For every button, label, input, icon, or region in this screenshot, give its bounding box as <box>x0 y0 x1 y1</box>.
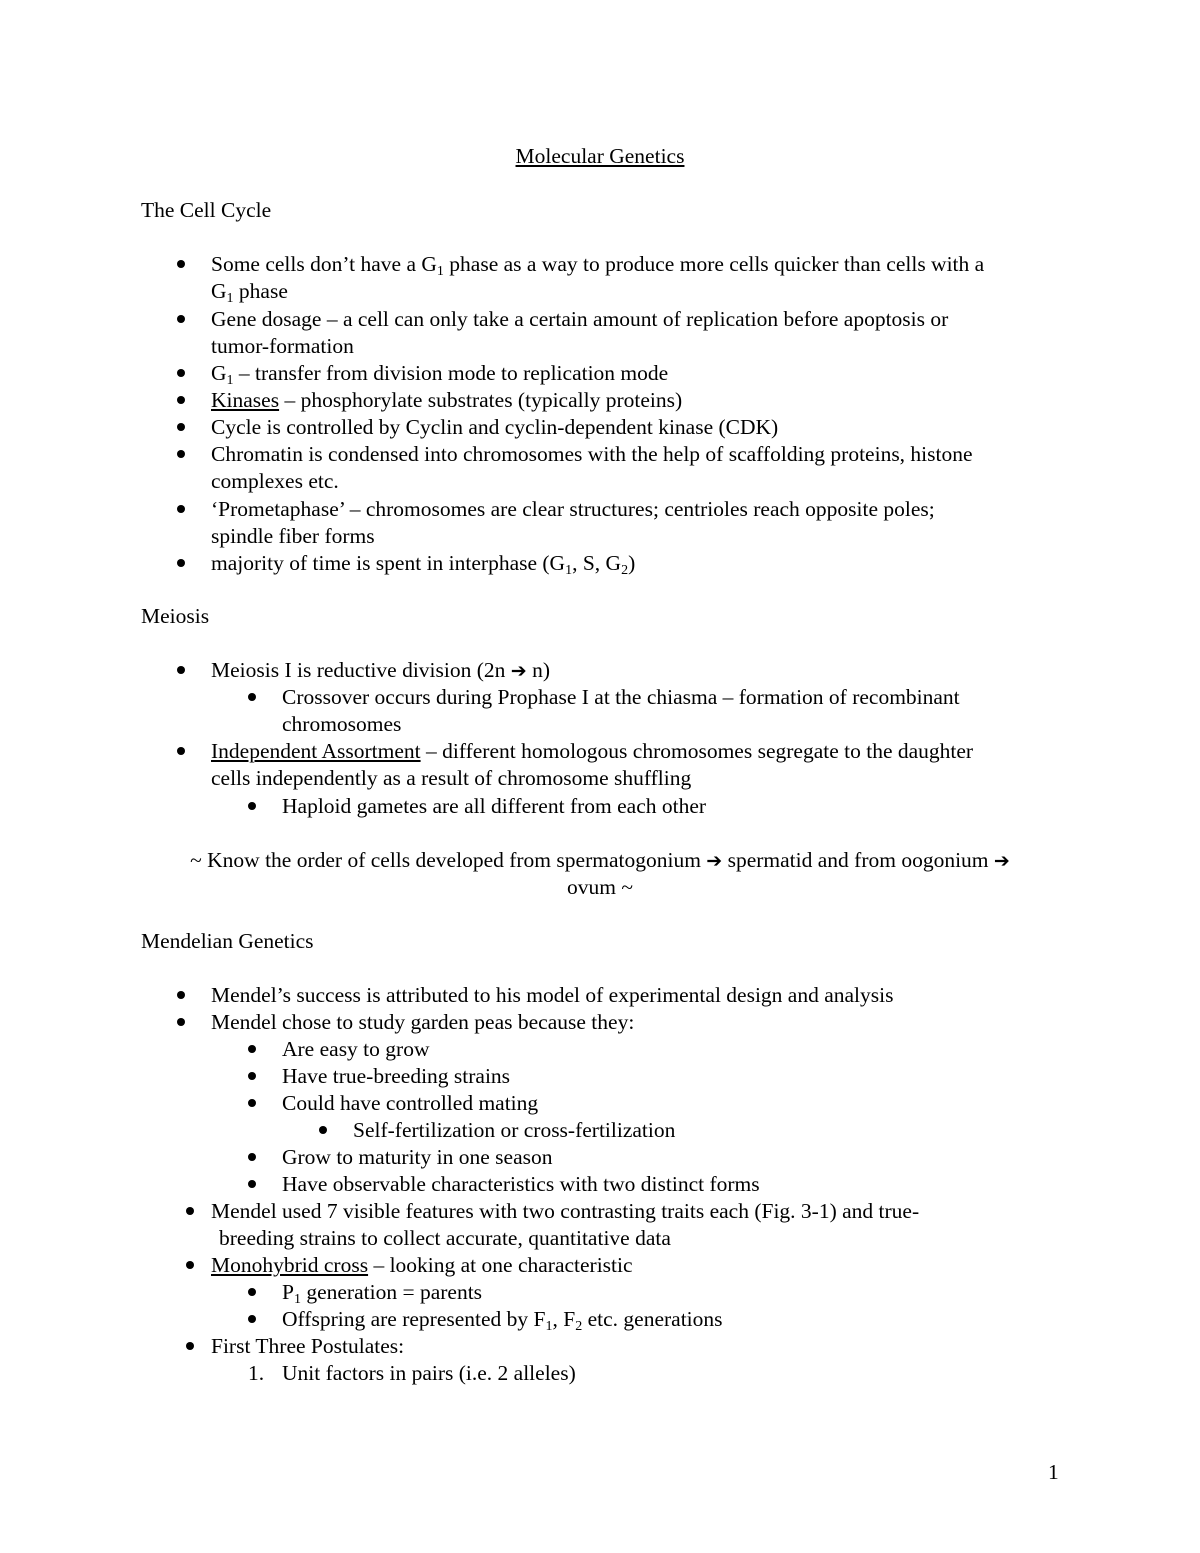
bullet-icon <box>186 1261 194 1269</box>
bullet-icon <box>186 1207 194 1215</box>
sub-list-item: Crossover occurs during Prophase I at the chiasma – formation of recombinant <box>282 685 960 709</box>
bullet-icon <box>248 1315 256 1323</box>
term-monohybrid-cross: Monohybrid cross <box>211 1253 369 1277</box>
bullet-icon <box>177 991 185 999</box>
bullet-icon <box>177 369 185 377</box>
list-item: majority of time is spent in interphase ($G_1$, S, $G_2$) <box>211 551 636 578</box>
bullet-icon <box>177 666 185 674</box>
list-item: Cycle is controlled by Cyclin and cyclin-dependent kinase (CDK) <box>211 415 779 439</box>
list-item: Mendel’s success is attributed to his model of experimental design and analysis <box>211 983 894 1007</box>
list-item-continuation: $G_1$ phase <box>211 279 288 306</box>
sub-list-item: Have true-breeding strains <box>282 1064 511 1088</box>
sub-list-item: Are easy to grow <box>282 1037 430 1061</box>
list-item-continuation: complexes etc. <box>211 469 339 493</box>
list-item: Monohybrid cross – looking at one characteristic <box>211 1253 633 1277</box>
bullet-icon <box>248 1288 256 1296</box>
bullet-icon <box>248 1153 256 1161</box>
list-item-continuation: tumor-formation <box>211 334 354 358</box>
bullet-icon <box>177 260 185 268</box>
bullet-icon <box>177 450 185 458</box>
section-heading-cell-cycle: The Cell Cycle <box>141 198 272 222</box>
bullet-icon <box>177 315 185 323</box>
list-item: First Three Postulates: <box>211 1334 405 1358</box>
bullet-icon <box>248 1180 256 1188</box>
bullet-icon <box>177 559 185 567</box>
term-independent-assortment: Independent Assortment <box>211 739 421 763</box>
bullet-icon <box>186 1342 194 1350</box>
bullet-icon <box>248 693 256 701</box>
page-number: 1 <box>1048 1460 1059 1484</box>
list-item: Gene dosage – a cell can only take a certain amount of replication before apoptosis or <box>211 307 949 331</box>
list-item: Some cells don’t have a $G_1$ phase as a way to produce more cells quicker than cells with a <box>211 252 985 279</box>
centered-note: ~ Know the order of cells developed from spermatogonium ➔ spermatid and from oogonium ➔ <box>190 848 1010 872</box>
sub-sub-list-item: Self-fertilization or cross-fertilization <box>353 1118 676 1142</box>
sub-list-item: Could have controlled mating <box>282 1091 539 1115</box>
bullet-icon <box>177 747 185 755</box>
bullet-icon <box>248 1045 256 1053</box>
list-item: $G_1$ – transfer from division mode to replication mode <box>211 361 669 388</box>
bullet-icon <box>248 1072 256 1080</box>
bullet-icon <box>248 1099 256 1107</box>
bullet-icon <box>177 505 185 513</box>
list-item-continuation: breeding strains to collect accurate, quantitative data <box>219 1226 671 1250</box>
list-item: Kinases – phosphorylate substrates (typically proteins) <box>211 388 683 412</box>
section-heading-mendelian: Mendelian Genetics <box>141 929 314 953</box>
page-title: Molecular Genetics <box>515 144 685 168</box>
list-item: ‘Prometaphase’ – chromosomes are clear structures; centrioles reach opposite poles; <box>211 497 935 521</box>
sub-list-item-continuation: chromosomes <box>282 712 402 736</box>
centered-note-continuation: ovum ~ <box>567 875 633 899</box>
sub-list-item: $P_1$ generation = parents <box>282 1280 483 1307</box>
list-item-continuation: spindle fiber forms <box>211 524 375 548</box>
numbered-item: Unit factors in pairs (i.e. 2 alleles) <box>282 1361 576 1385</box>
numbered-item-marker: 1. <box>248 1361 265 1385</box>
list-item: Chromatin is condensed into chromosomes with the help of scaffolding proteins, histone <box>211 442 973 466</box>
term-kinases: Kinases <box>211 388 280 412</box>
list-item: Mendel chose to study garden peas because they: <box>211 1010 635 1034</box>
bullet-icon <box>177 1018 185 1026</box>
list-item: Independent Assortment – different homologous chromosomes segregate to the daughter <box>211 739 974 763</box>
right-arrow-icon: ➔ <box>510 660 527 682</box>
list-item: Meiosis I is reductive division (2n ➔ n) <box>211 658 550 682</box>
sub-list-item: Offspring are represented by $F_1$, $F_2$ etc. generations <box>282 1307 723 1334</box>
list-item-continuation: cells independently as a result of chromosome shuffling <box>211 766 692 790</box>
bullet-icon <box>177 423 185 431</box>
sub-list-item: Haploid gametes are all different from each other <box>282 794 707 818</box>
sub-list-item: Have observable characteristics with two distinct forms <box>282 1172 760 1196</box>
bullet-icon <box>319 1126 327 1134</box>
list-item: Mendel used 7 visible features with two contrasting traits each (Fig. 3-1) and true- <box>211 1199 920 1223</box>
bullet-icon <box>177 396 185 404</box>
bullet-icon <box>248 802 256 810</box>
right-arrow-icon: ➔ <box>706 850 723 872</box>
right-arrow-icon: ➔ <box>993 850 1010 872</box>
section-heading-meiosis: Meiosis <box>141 604 210 628</box>
sub-list-item: Grow to maturity in one season <box>282 1145 553 1169</box>
